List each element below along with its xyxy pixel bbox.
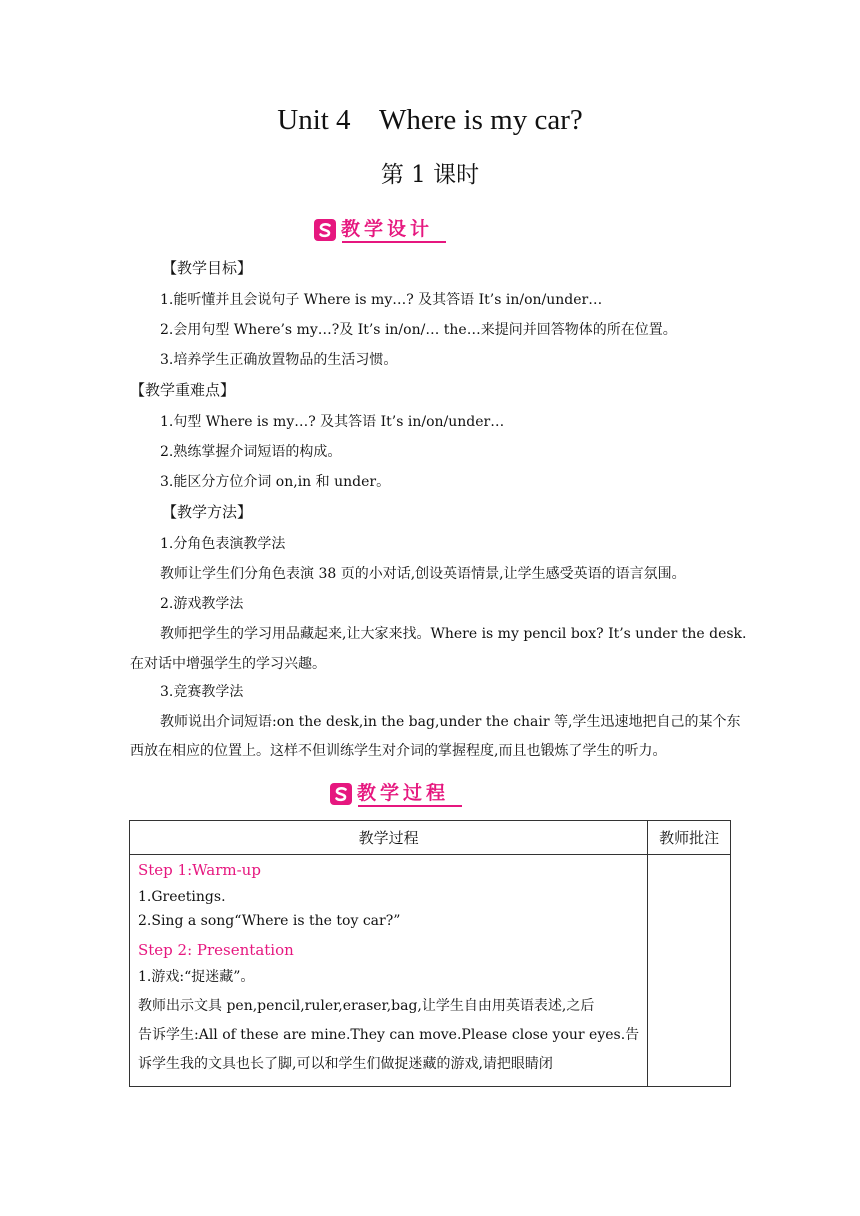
methods-heading: 【教学方法】 xyxy=(162,503,253,521)
process-table xyxy=(129,820,731,1087)
s-logo-icon xyxy=(314,219,336,241)
table-row xyxy=(130,855,731,1087)
page-title: Unit 4 Where is my car? xyxy=(277,104,583,136)
method-line-1: 1.分角色表演教学法 xyxy=(160,536,286,552)
method-line-7: 教师说出介词短语:on the desk,in the bag,under the chair 等,学生迅速地把自己的某个东 xyxy=(160,714,741,730)
table-header-row xyxy=(130,821,731,855)
step1-title: Step 1:Warm-up xyxy=(138,861,261,879)
method-line-3: 2.游戏教学法 xyxy=(160,596,244,612)
banner-design-text: 教学设计 xyxy=(341,218,434,240)
header-process: 教学过程 xyxy=(130,821,648,855)
s-logo-icon xyxy=(330,783,352,805)
step2-line-2: 教师出示文具 pen,pencil,ruler,eraser,bag,让学生自由用英语表述,之后 xyxy=(138,998,595,1014)
objective-item-2: 2.会用句型 Where’s my…?及 It’s in/on/… the…来提问并回答物体的所在位置。 xyxy=(160,322,677,338)
objective-item-1: 1.能听懂并且会说句子 Where is my…? 及其答语 It’s in/on/under… xyxy=(160,292,603,308)
step2-line-1: 1.游戏:“捉迷藏”。 xyxy=(138,969,255,985)
method-line-5: 在对话中增强学生的学习兴趣。 xyxy=(130,656,326,672)
keypoints-heading: 【教学重难点】 xyxy=(130,381,236,399)
method-line-8: 西放在相应的位置上。这样不但训练学生对介词的掌握程度,而且也锻炼了学生的听力。 xyxy=(130,743,667,759)
banner-teaching-design xyxy=(314,216,446,244)
objectives-heading: 【教学目标】 xyxy=(162,259,253,277)
banner-underline xyxy=(358,805,462,807)
header-teacher-notes: 教师批注 xyxy=(648,821,731,855)
step1-line-1: 1.Greetings. xyxy=(138,889,226,905)
method-line-2: 教师让学生们分角色表演 38 页的小对话,创设英语情景,让学生感受英语的语言氛围。 xyxy=(160,566,686,582)
keypoint-item-2: 2.熟练掌握介词短语的构成。 xyxy=(160,444,342,460)
method-line-6: 3.竞赛教学法 xyxy=(160,684,244,700)
step2-line-4: 诉学生我的文具也长了脚,可以和学生们做捉迷藏的游戏,请把眼睛闭 xyxy=(138,1056,553,1072)
banner-teaching-process xyxy=(330,780,462,808)
step2-title: Step 2: Presentation xyxy=(138,941,294,959)
teacher-notes-cell xyxy=(648,855,731,1087)
banner-underline xyxy=(342,241,446,243)
method-line-4: 教师把学生的学习用品藏起来,让大家来找。Where is my pencil box? It’s under the desk. xyxy=(160,626,747,642)
step1-line-2: 2.Sing a song“Where is the toy car?” xyxy=(138,913,401,929)
objective-item-3: 3.培养学生正确放置物品的生活习惯。 xyxy=(160,352,398,368)
lesson-subtitle: 第 1 课时 xyxy=(380,162,480,188)
keypoint-item-3: 3.能区分方位介词 on,in 和 under。 xyxy=(160,474,391,490)
keypoint-item-1: 1.句型 Where is my…? 及其答语 It’s in/on/under… xyxy=(160,414,505,430)
banner-process-text: 教学过程 xyxy=(357,782,450,804)
process-content-cell xyxy=(130,855,648,1087)
step2-line-3: 告诉学生:All of these are mine.They can move.Please close your eyes.告 xyxy=(138,1027,640,1043)
